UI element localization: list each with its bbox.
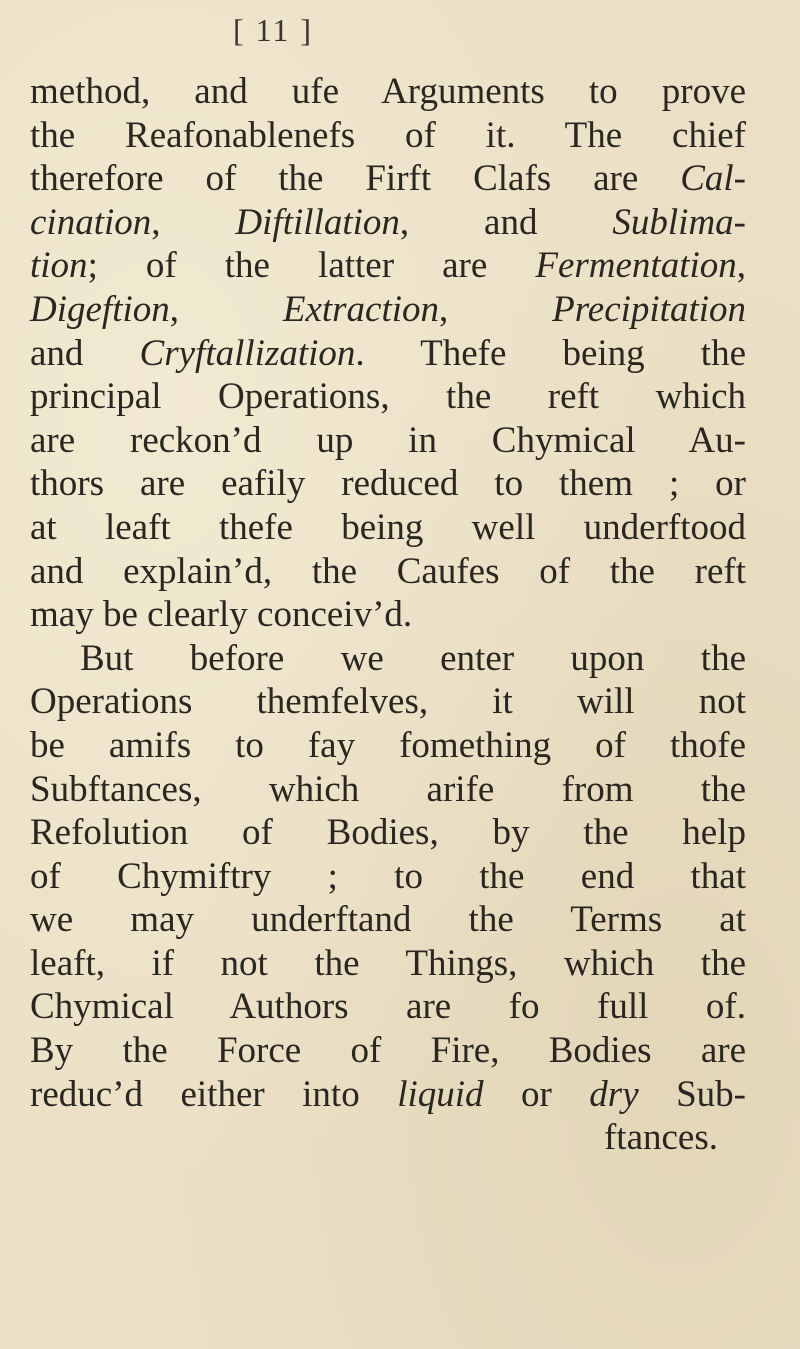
text-segment: or (483, 1073, 590, 1115)
text-segment: But before we enter upon the (80, 637, 746, 679)
text-line (30, 114, 746, 158)
text-line (30, 898, 746, 942)
text-segment: Operations themfelves, it will not (30, 681, 746, 723)
italic-term: Digeftion (30, 288, 170, 330)
page-number: [ 11 ] (232, 12, 314, 48)
italic-term: Cryftallization (139, 332, 356, 374)
text-line (30, 462, 746, 506)
text-segment: are reckon’d up in Chymical Au- (30, 419, 746, 461)
italic-term: Sublima- (612, 201, 746, 243)
text-segment: of Chymiftry ; to the end that (30, 855, 746, 897)
italic-term: Precipitation (552, 288, 747, 330)
text-line (30, 680, 746, 724)
text-segment: , (439, 288, 553, 330)
text-segment: ftances. (603, 1117, 718, 1159)
text-segment: the Reafonablenefs of it. The chief (30, 114, 746, 156)
text-line (30, 942, 746, 986)
italic-term: dry (589, 1073, 639, 1115)
italic-term: liquid (397, 1073, 484, 1115)
text-line (30, 288, 746, 332)
text-line (30, 506, 746, 550)
italic-term: Extraction (282, 288, 440, 330)
paragraph-start-line (30, 637, 746, 681)
text-segment: method, and ufe Arguments to prove (30, 71, 746, 112)
text-line (30, 201, 746, 245)
text-line (30, 419, 746, 463)
italic-term: Fermentation (535, 245, 737, 287)
text-segment: at leaft thefe being well underftood (30, 506, 746, 548)
italic-term: Cal- (680, 158, 746, 200)
text-segment: principal Operations, the reft which (30, 376, 746, 418)
text-segment: be amifs to fay fomething of thofe (30, 724, 746, 766)
text-segment: , (151, 201, 236, 243)
text-line (30, 550, 746, 594)
text-segment: and explain’d, the Caufes of the reft (30, 550, 746, 592)
text-line (30, 332, 746, 376)
text-segment: . Thefe being the (355, 332, 746, 374)
text-segment: , (169, 288, 283, 330)
text-line (30, 985, 746, 1029)
text-segment: Refolution of Bodies, by the help (30, 812, 746, 854)
text-line (30, 1029, 746, 1073)
text-line (30, 724, 746, 768)
text-segment: reduc’d either into (30, 1073, 398, 1115)
text-line (30, 70, 746, 114)
text-segment: , and (399, 201, 613, 243)
text-line (30, 244, 746, 288)
text-segment: may be clearly conceiv’d. (30, 594, 413, 636)
text-segment: we may underftand the Terms at (30, 899, 746, 941)
text-segment: therefore of the Firft Clafs are (30, 158, 681, 200)
text-line (30, 1073, 746, 1117)
text-segment: and (30, 332, 140, 374)
text-line (30, 157, 746, 201)
text-segment: By the Force of Fire, Bodies are (30, 1030, 746, 1072)
paragraph-end-line (30, 593, 746, 637)
text-line (30, 375, 746, 419)
catchword (30, 1116, 746, 1160)
text-line (30, 768, 746, 812)
italic-term: cination (30, 201, 152, 243)
text-line (30, 811, 746, 855)
text-segment: Chymical Authors are fo full of. (30, 986, 746, 1028)
text-segment: leaft, if not the Things, which the (30, 942, 746, 984)
text-segment: ; of the latter are (87, 245, 536, 287)
text-segment: thors are eafily reduced to them ; or (30, 463, 746, 505)
body-text (30, 70, 746, 1160)
text-segment: Sub- (638, 1073, 746, 1115)
text-line (30, 855, 746, 899)
text-segment: , (736, 245, 746, 287)
italic-term: tion (30, 245, 88, 287)
text-segment: Subftances, which arife from the (30, 768, 746, 810)
italic-term: Diftillation (235, 201, 400, 243)
